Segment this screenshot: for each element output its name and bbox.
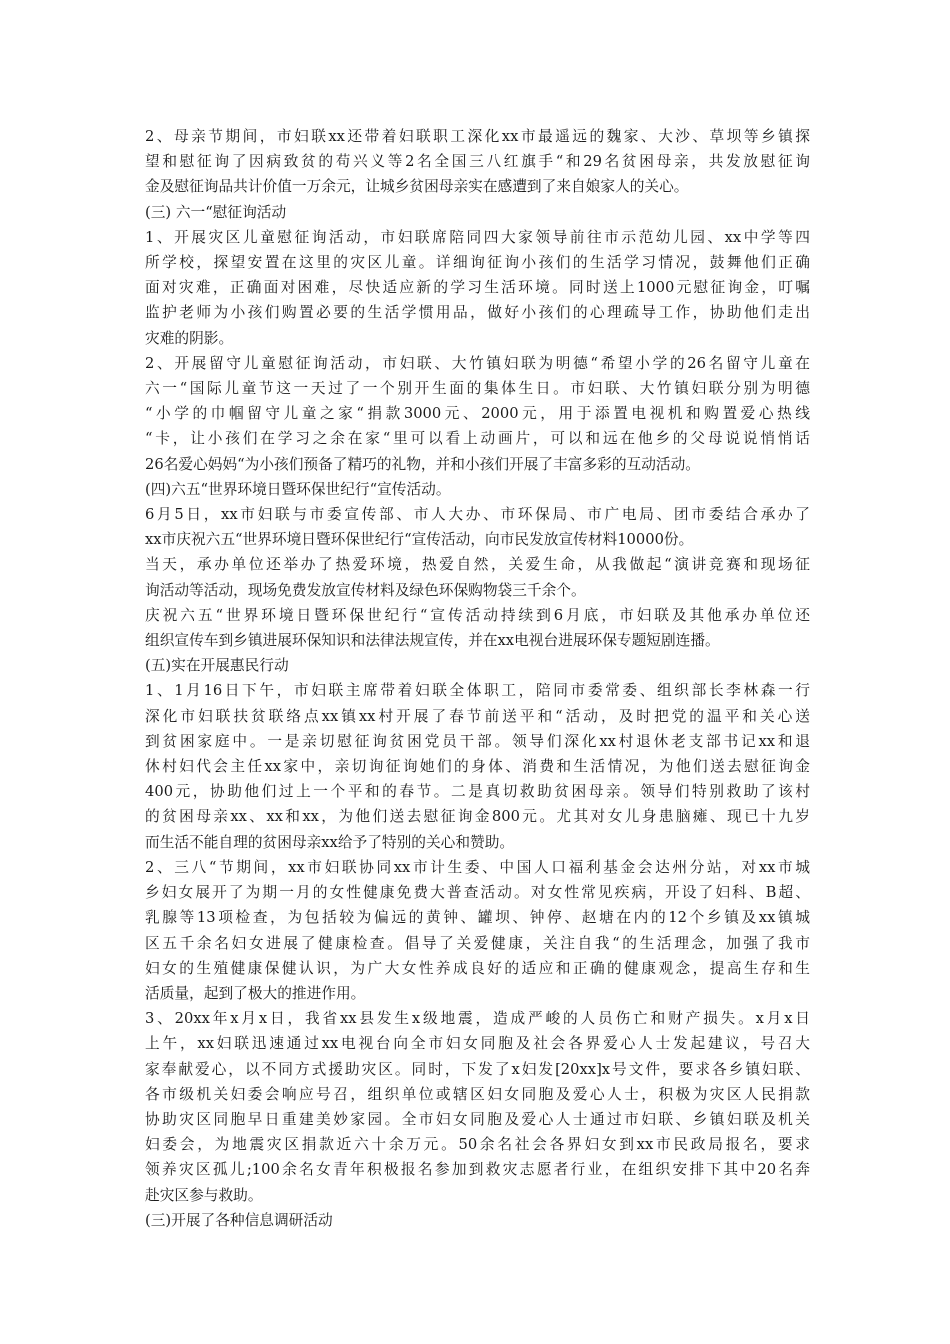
text-line: 当天，承办单位还举办了热爱环境，热爱自然，关爱生命，从我做起“演讲竞赛和现场征 [145, 556, 810, 574]
text-line: 家奉献爱心，以不同方式援助灾区。同时，下发了x妇发[20xx]x号文件，要求各乡镇妇联、 [145, 1060, 810, 1078]
text-line: 询活动等活动，现场免费发放宣传材料及绿色环保购物袋三千余个。 [145, 581, 586, 599]
text-line: 26名爱心妈妈“为小孩们预备了精巧的礼物，并和小孩们开展了丰富多彩的互动活动。 [145, 455, 700, 473]
text-line: (四)六五“世界环境日暨环保世纪行“宣传活动。 [145, 480, 451, 498]
text-line: 各市级机关妇委会响应号召，组织单位或辖区妇女同胞及爱心人士，积极为灾区人民捐款 [145, 1085, 810, 1103]
text-line: 400元，协助他们过上一个平和的春节。二是真切救助贫困母亲。领导们特别救助了该村 [145, 783, 810, 801]
text-line: (五)实在开展惠民行动 [145, 657, 289, 675]
text-line: 乳腺等13项检查，为包括较为偏远的黄钟、罐坝、钟停、赵塘在内的12个乡镇及xx镇城 [145, 909, 810, 927]
text-line: 深化市妇联扶贫联络点xx镇xx村开展了春节前送平和“活动，及时把党的温平和关心送 [145, 707, 810, 725]
text-line: 协助灾区同胞早日重建美妙家园。全市妇女同胞及爱心人士通过市妇联、乡镇妇联及机关 [145, 1110, 810, 1128]
text-line: (三) 六一“慰征询活动 [145, 203, 287, 221]
text-line: xx市庆祝六五“世界环境日暨环保世纪行“宣传活动，向市民发放宣传材料10000份。 [145, 531, 694, 549]
text-line: 六一“国际儿童节这一天过了一个别开生面的集体生日。市妇联、大竹镇妇联分别为明德 [145, 380, 810, 398]
text-line: “小学的巾帼留守儿童之家“捐款3000元、2000元，用于添置电视机和购置爱心热线 [145, 405, 810, 423]
text-line: 活质量，起到了极大的推进作用。 [145, 984, 366, 1002]
text-line: 庆祝六五“世界环境日暨环保世纪行“宣传活动持续到6月底，市妇联及其他承办单位还 [145, 606, 810, 624]
document-body [145, 124, 810, 1233]
text-line: 领养灾区孤儿;100余名女青年积极报名参加到救灾志愿者行业，在组织安排下其中20名奔 [145, 1161, 810, 1179]
text-line: 组织宣传车到乡镇进展环保知识和法律法规宣传，并在xx电视台进展环保专题短剧连播。 [145, 632, 720, 650]
text-line: 监护老师为小孩们购置必要的生活学惯用品，做好小孩们的心理疏导工作，协助他们走出 [145, 304, 810, 322]
text-line: 妇女的生殖健康保健认识，为广大女性养成良好的适应和正确的健康观念，提高生存和生 [145, 959, 810, 977]
text-line: 2、三八“节期间，xx市妇联协同xx市计生委、中国人口福利基金会达州分站，对xx市城 [145, 858, 810, 876]
text-line: 而生活不能自理的贫困母亲xx给予了特别的关心和赞助。 [145, 833, 515, 851]
text-line: 2、母亲节期间，市妇联xx还带着妇联职工深化xx市最遥远的魏家、大沙、草坝等乡镇探 [145, 128, 810, 145]
text-line: (三)开展了各种信息调研活动 [145, 1211, 333, 1229]
text-line: 1、开展灾区儿童慰征询活动，市妇联席陪同四大家领导前往市示范幼儿园、xx中学等四 [145, 228, 810, 246]
text-line: 6月5日，xx市妇联与市委宣传部、市人大办、市环保局、市广电局、团市委结合承办了 [145, 506, 810, 524]
text-line: 休村妇代会主任xx家中，亲切询征询她们的身体、消费和生活情况，为他们送去慰征询金 [145, 758, 810, 776]
text-line: 所学校，探望安置在这里的灾区儿童。详细询征询小孩们的生活学习情况，鼓舞他们正确 [145, 254, 810, 272]
text-line: 3、20xx年x月x日，我省xx县发生x级地震，造成严峻的人员伤亡和财产损失。x月x日 [145, 1010, 810, 1028]
text-line: 面对灾难，正确面对困难，尽快适应新的学习生活环境。同时送上1000元慰征询金，叮嘱 [145, 279, 810, 297]
text-line: 2、开展留守儿童慰征询活动，市妇联、大竹镇妇联为明德“希望小学的26名留守儿童在 [145, 354, 810, 372]
text-line: 1、1月16日下午，市妇联主席带着妇联全体职工，陪同市委常委、组织部长李林森一行 [145, 682, 810, 700]
text-line: 到贫困家庭中。一是亲切慰征询贫困党员干部。领导们深化xx村退休老支部书记xx和退 [145, 732, 810, 750]
text-line: 金及慰征询品共计价值一万余元，让城乡贫困母亲实在感遭到了来自娘家人的关心。 [145, 178, 689, 196]
text-line: 望和慰征询了因病致贫的苟兴义等2名全国三八红旗手“和29名贫困母亲，共发放慰征询 [145, 153, 810, 171]
text-line: “卡，让小孩们在学习之余在家“里可以看上动画片，可以和远在他乡的父母说说悄悄话 [145, 430, 810, 448]
text-line: 上午，xx妇联迅速通过xx电视台向全市妇女同胞及社会各界爱心人士发起建议，号召大 [145, 1035, 810, 1053]
text-line: 乡妇女展开了为期一月的女性健康免费大普查活动。对女性常见疾病，开设了妇科、B超、 [145, 884, 810, 902]
text-line: 妇委会，为地震灾区捐款近六十余万元。50余名社会各界妇女到xx市民政局报名，要求 [145, 1136, 810, 1154]
text-line: 的贫困母亲xx、xx和xx，为他们送去慰征询金800元。尤其对女儿身患脑瘫、现已十九岁 [145, 808, 810, 826]
text-line: 灾难的阴影。 [145, 329, 234, 347]
text-line: 赴灾区参与救助。 [145, 1186, 263, 1204]
text-line: 区五千余名妇女进展了健康检查。倡导了关爱健康，关注自我“的生活理念，加强了我市 [145, 934, 810, 952]
